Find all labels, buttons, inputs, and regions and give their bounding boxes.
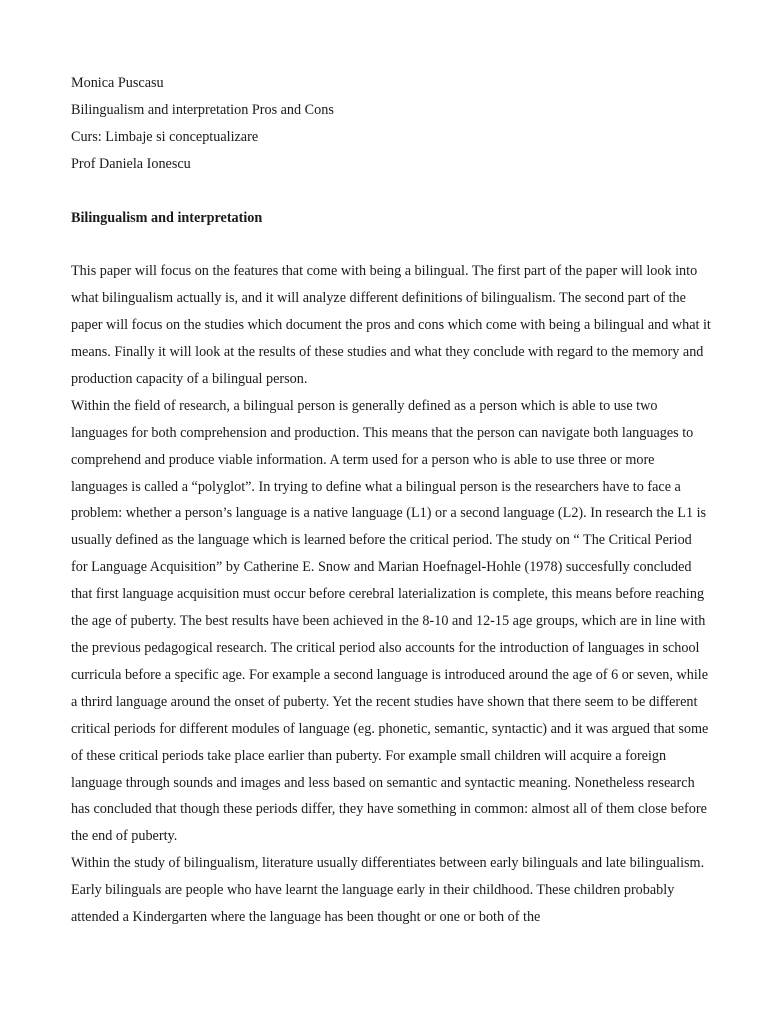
professor-name: Prof Daniela Ionescu — [71, 155, 191, 172]
paper-subject: Bilingualism and interpretation Pros and Cons — [71, 101, 334, 118]
document-title: Bilingualism and interpretation — [71, 209, 263, 226]
paragraph-early-late-bilinguals: Within the study of bilingualism, literature usually differentiates between early bilinguals and late bilingualism. Early bilinguals are people who have learnt the language early in their childhood. These children probably attended a Kindergarten where the language has been thought or one or both of the — [71, 855, 705, 926]
paragraph-introduction: This paper will focus on the features that come with being a bilingual. The first part of the paper will look into what bilingualism actually is, and it will analyze different definitions of bilingualism. The second part of the paper will focus on the studies which document the pros and cons which come with being a bilingual and what it means. Finally it will look at the results of these studies and what they conclude with regard to the memory and production capacity of a bilingual person. — [71, 263, 711, 387]
author-name: Monica Puscasu — [71, 75, 164, 91]
document-body — [71, 70, 711, 931]
course-name: Curs: Limbaje si conceptualizare — [71, 128, 259, 145]
paragraph-definition: Within the field of research, a bilingual person is generally defined as a person which is able to use two languages for both comprehension and production. This means that the person can navigate both languages to comprehend and produce viable information. A term used for a person who is able to use three or more languages is called a “polyglot”. In trying to define what a bilingual person is the researchers have to face a problem: whether a person’s language is a native language (L1) or a second language (L2). In research the L1 is usually defined as the language which is learned before the critical period. The study on “ The Critical Period for Language Acquisition” by Catherine E. Snow and Marian Hoefnagel-Hohle (1978) succesfully concluded that first language acquisition must occur before cerebral laterialization is complete, this means before reaching the age of puberty. The best results have been achieved in the 8-10 and 12-15 age groups, which are in line with the previous pedagogical research. The critical period also accounts for the introduction of languages in school curricula before a specific age. For example a second language is introduced around the age of 6 or seven, while a thrird language around the onset of puberty. Yet the recent studies have shown that there seem to be different critical periods for different modules of language (eg. phonetic, semantic, syntactic) and it was argued that some of these critical periods take place earlier than puberty. For example small children will acquire a foreign language through sounds and images and less based on semantic and syntactic meaning. Nonetheless research has concluded that though these periods differ, they have something in common: almost all of them close before the end of puberty. — [71, 397, 709, 845]
